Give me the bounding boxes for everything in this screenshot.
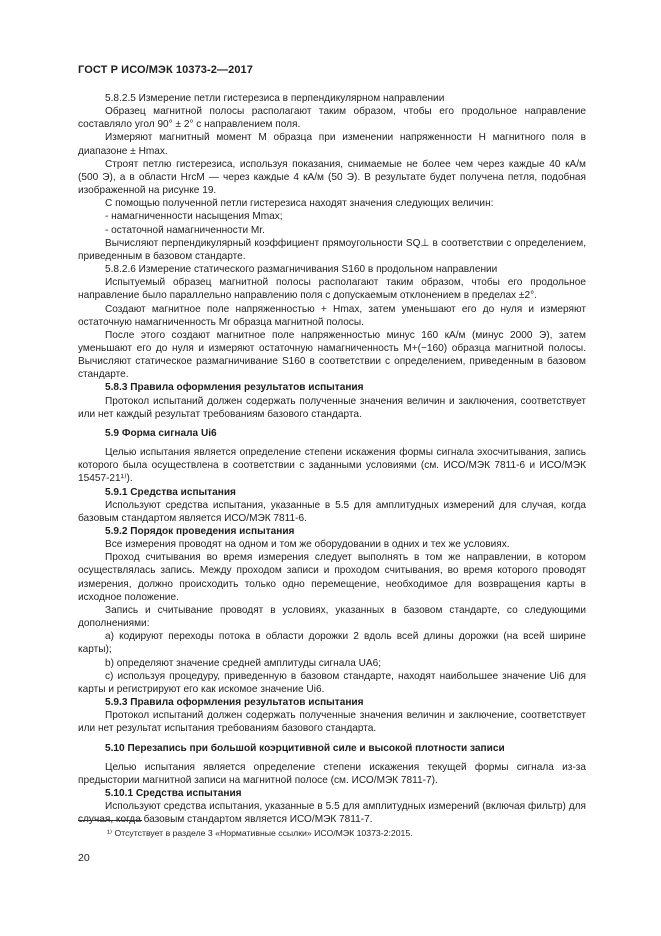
section-heading: 5.9.2 Порядок проведения испытания [105, 526, 295, 537]
subsection-heading: 5.8.2.6 Измерение статического размагничивания S160 в продольном направлении [105, 264, 498, 276]
footnote-divider [78, 820, 142, 821]
list-item: b) определяют значение средней амплитуды сигнала UA6; [105, 657, 382, 669]
paragraph: Проход считывания во время измерения следует выполнять в том же направлении, в котором осуществлялась запись. Между проходом записи и проходом считывания, во время которого проводят измерения, должно происходить только одно перемещение, необходимое для возвращения карты в исходное положение. [78, 552, 586, 603]
paragraph: Создают магнитное поле напряженностью + Hmax, затем уменьшают его до нуля и измеряют остаточную намагниченность Mr образца магнитной полосы. [78, 303, 586, 328]
paragraph: Измеряют магнитный момент M образца при изменении напряженности H магнитного поля в диапазоне ± Hmax. [78, 132, 586, 157]
paragraph: Запись и считывание проводят в условиях, указанных в базовом стандарте, со следующими дополнениями: [78, 604, 586, 630]
list-item: c) используя процедуру, приведенную в базовом стандарте, находят наибольшее значение Ui6 для карты и регистрируют его как искомое значение Ui6. [78, 670, 586, 695]
section-heading: 5.10.1 Средства испытания [105, 787, 242, 799]
paragraph: Образец магнитной полосы располагают таким образом, чтобы его продольное направление составляло угол 90° ± 2° с направлением поля. [78, 106, 586, 131]
paragraph: Используют средства испытания, указанные в 5.5 для амплитудных измерений (включая фильтр) для случая, когда базовым стандартом является ИСО/МЭК 7811-7. [78, 801, 586, 826]
page-number: 20 [78, 852, 90, 864]
subsection-heading: 5.8.2.5 Измерение петли гистерезиса в перпендикулярном направлении [105, 93, 445, 104]
section-heading: 5.9.1 Средства испытания [105, 486, 236, 498]
section-heading: 5.9 Форма сигнала Ui6 [105, 427, 217, 439]
paragraph: Целью испытания является определение степени искажения формы сигнала эхосчитывания, запись которого была осуществлена в соответствии с заданными условиями (см. ИСО/МЭК 7811-6 и ИСО/МЭК 15457-21¹⁾). [78, 447, 586, 485]
list-item: a) кодируют переходы потока в области дорожки 2 вдоль всей длины дорожки (на всей ширине карты); [78, 631, 586, 656]
paragraph: После этого создают магнитное поле напряженностью минус 160 кА/м (минус 2000 Э), затем уменьшают его до нуля и измеряют остаточную намагниченность M+(−160) образца магнитной полосы. Вычисляют статическое размагничивание S160 в соответствии с определением, приведенным в базовом стандарте. [78, 329, 586, 381]
list-item: - остаточной намагниченности Mr. [105, 224, 265, 236]
section-heading: 5.8.3 Правила оформления результатов испытания [105, 382, 364, 394]
section-heading: 5.9.3 Правила оформления результатов испытания [105, 697, 364, 709]
footnote: ¹⁾ Отсутствует в разделе 3 «Нормативные ссылки» ИСО/МЭК 10373-2:2015. [107, 828, 413, 838]
document-header: ГОСТ Р ИСО/МЭК 10373-2—2017 [78, 64, 253, 76]
paragraph: Целью испытания является определение степени искажения текущей формы сигнала из-за предыстории магнитной записи на магнитной полосе (см. ИСО/МЭК 7811-7). [78, 761, 586, 786]
section-heading: 5.10 Перезапись при большой коэрцитивной силе и высокой плотности записи [105, 742, 505, 754]
paragraph: Строят петлю гистерезиса, используя показания, снимаемые не более чем через каждые 40 кА/м (500 Э), а в области HrcM — через каждые 4 кА/м (50 Э). В результате будет получена петля, подобная изображенной на рисунке 19. [78, 158, 586, 197]
paragraph: Все измерения проводят на одном и том же оборудовании в одних и тех же условиях. [105, 539, 510, 551]
paragraph: Вычисляют перпендикулярный коэффициент прямоугольности SQ⊥ в соответствии с определением, приведенным в базовом стандарте. [78, 237, 586, 262]
paragraph: Протокол испытаний должен содержать полученные значения величин и заключения, соответствует или нет каждый результат требованиям базового стандарта. [78, 395, 586, 420]
document-body [78, 92, 586, 826]
paragraph: С помощью полученной петли гистерезиса находят значения следующих величин: [105, 198, 494, 210]
list-item: - намагниченности насыщения Mmax; [105, 211, 283, 223]
paragraph: Используют средства испытания, указанные в 5.5 для амплитудных измерений для случая, когда базовым стандартом является ИСО/МЭК 7811-6. [78, 499, 586, 524]
paragraph: Испытуемый образец магнитной полосы располагают таким образом, чтобы его продольное направление было параллельно направлению поля с допускаемым отклонением в пределах ±2°. [78, 277, 586, 302]
paragraph: Протокол испытаний должен содержать полученные значения величин и заключение, соответствует или нет результат испытания требованиям базового стандарта. [78, 710, 586, 735]
